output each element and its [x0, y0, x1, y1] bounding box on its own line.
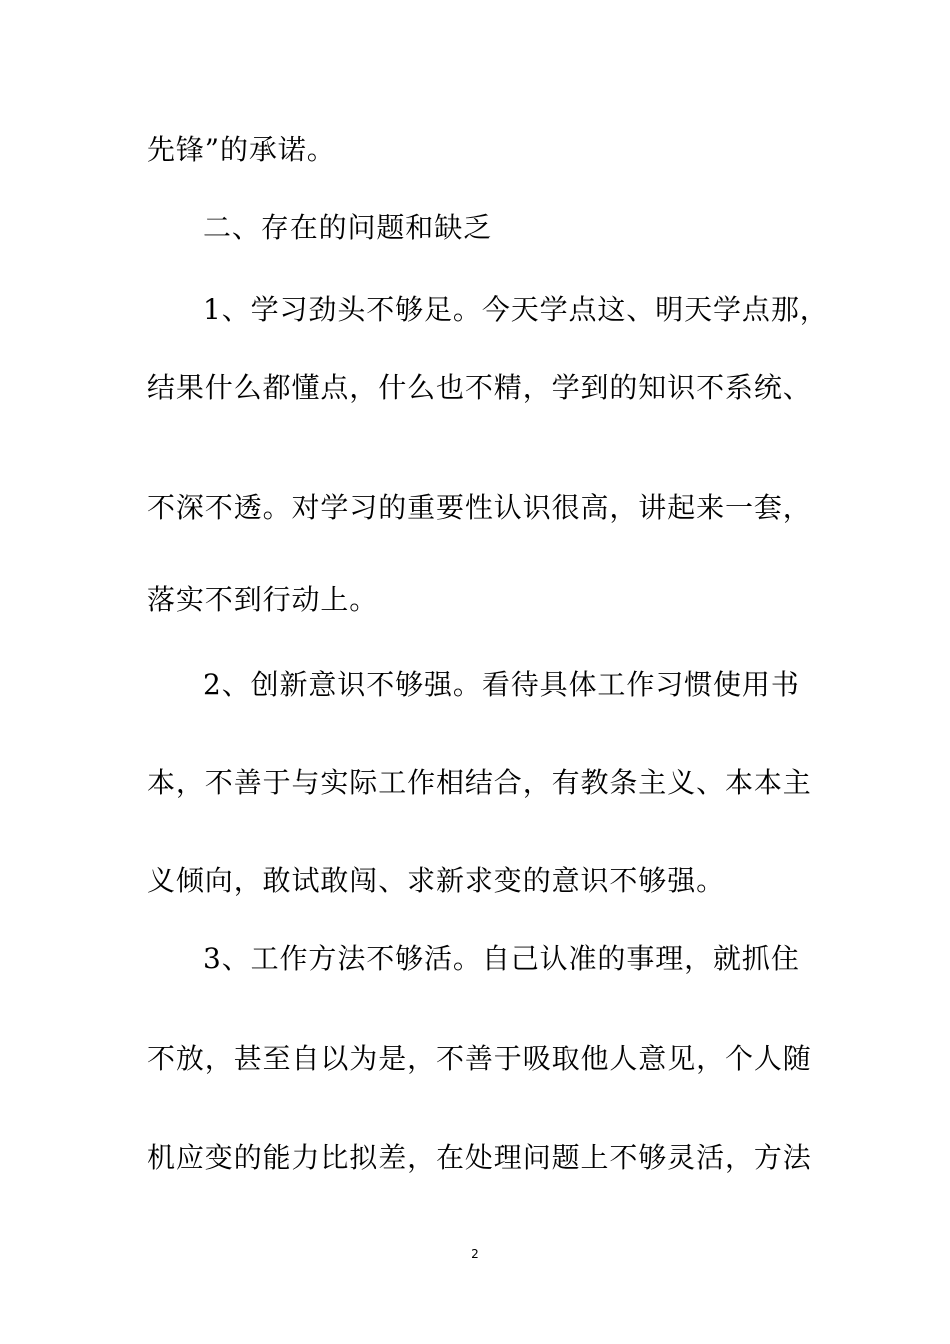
text-line: 本，不善于与实际工作相结合，有教条主义、本本主: [147, 766, 812, 799]
text-line: 不放，甚至自以为是，不善于吸取他人意见，个人随: [147, 1042, 812, 1075]
text-line: 义倾向，敢试敢闯、求新求变的意识不够强。: [147, 864, 726, 897]
text-line-item-1: 1、学习劲头不够足。今天学点这、明天学点那，: [203, 293, 829, 326]
text-line-item-2: 2、创新意识不够强。看待具体工作习惯使用书: [203, 668, 800, 701]
text-line-continuation: 先锋”的承诺。: [147, 133, 336, 166]
page-number: 2: [471, 1247, 479, 1261]
section-heading: 二、存在的问题和缺乏: [203, 211, 493, 244]
text-line: 机应变的能力比拟差，在处理问题上不够灵活，方法: [147, 1141, 812, 1174]
text-line: 落实不到行动上。: [147, 583, 379, 616]
text-line: 不深不透。对学习的重要性认识很高，讲起来一套，: [147, 491, 812, 524]
text-line: 结果什么都懂点，什么也不精，学到的知识不系统、: [147, 371, 812, 404]
text-line-item-3: 3、工作方法不够活。自己认准的事理，就抓住: [203, 942, 800, 975]
